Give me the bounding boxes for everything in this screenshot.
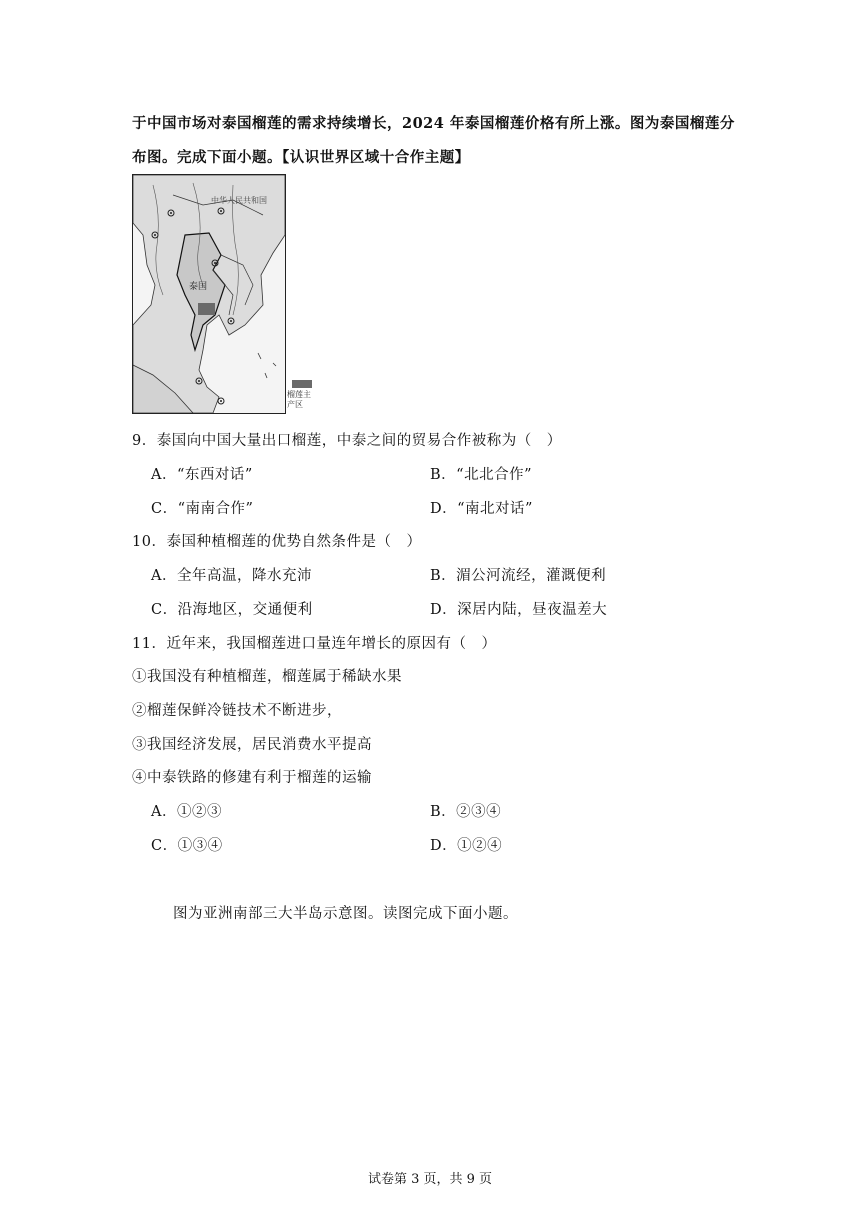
q9-option-a: A．“东西对话”	[151, 467, 253, 483]
q9-option-b: B．“北北合作”	[430, 467, 532, 483]
q10-stem: 10．泰国种植榴莲的优势自然条件是（ ）	[132, 534, 422, 550]
next-section-intro: 图为亚洲南部三大半岛示意图。读图完成下面小题。	[173, 906, 518, 922]
intro-line-1: 于中国市场对泰国榴莲的需求持续增长，2024 年泰国榴莲价格有所上涨。图为泰国榴莲分	[132, 115, 735, 132]
thailand-durian-map	[132, 174, 286, 414]
q11-option-a: A．①②③	[151, 804, 222, 820]
q11-stem: 11．近年来，我国榴莲进口量连年增长的原因有（ ）	[132, 636, 497, 652]
q11-statement-1: ①我国没有种植榴莲，榴莲属于稀缺水果	[132, 669, 402, 685]
q9-option-c: C．“南南合作”	[151, 501, 254, 517]
q10-option-a: A．全年高温，降水充沛	[151, 568, 312, 584]
page-footer: 试卷第 3 页，共 9 页	[367, 1172, 493, 1187]
legend-swatch	[292, 380, 312, 388]
q10-option-d: D．深居内陆，昼夜温差大	[430, 602, 608, 618]
q11-statement-4: ④中泰铁路的修建有利于榴莲的运输	[132, 770, 372, 786]
q9-stem: 9．泰国向中国大量出口榴莲，中泰之间的贸易合作被称为（ ）	[132, 433, 562, 449]
intro-line-2: 布图。完成下面小题。【认识世界区域十合作主题】	[132, 149, 470, 166]
q11-statement-3: ③我国经济发展，居民消费水平提高	[132, 737, 372, 753]
q10-option-c: C．沿海地区，交通便利	[151, 602, 313, 618]
map-label-china: 中华人民共和国	[211, 196, 267, 205]
q11-option-c: C．①③④	[151, 838, 223, 854]
q9-option-d: D．“南北对话”	[430, 501, 533, 517]
q11-option-b: B．②③④	[430, 804, 502, 820]
q11-statement-2: ②榴莲保鲜冷链技术不断进步，	[132, 703, 342, 719]
map-drawing	[133, 175, 285, 413]
map-label-thailand: 泰国	[189, 282, 208, 292]
q10-option-b: B．湄公河流经，灌溉便利	[430, 568, 607, 584]
legend-label: 榴莲主产区	[287, 390, 311, 409]
q11-option-d: D．①②④	[430, 838, 503, 854]
